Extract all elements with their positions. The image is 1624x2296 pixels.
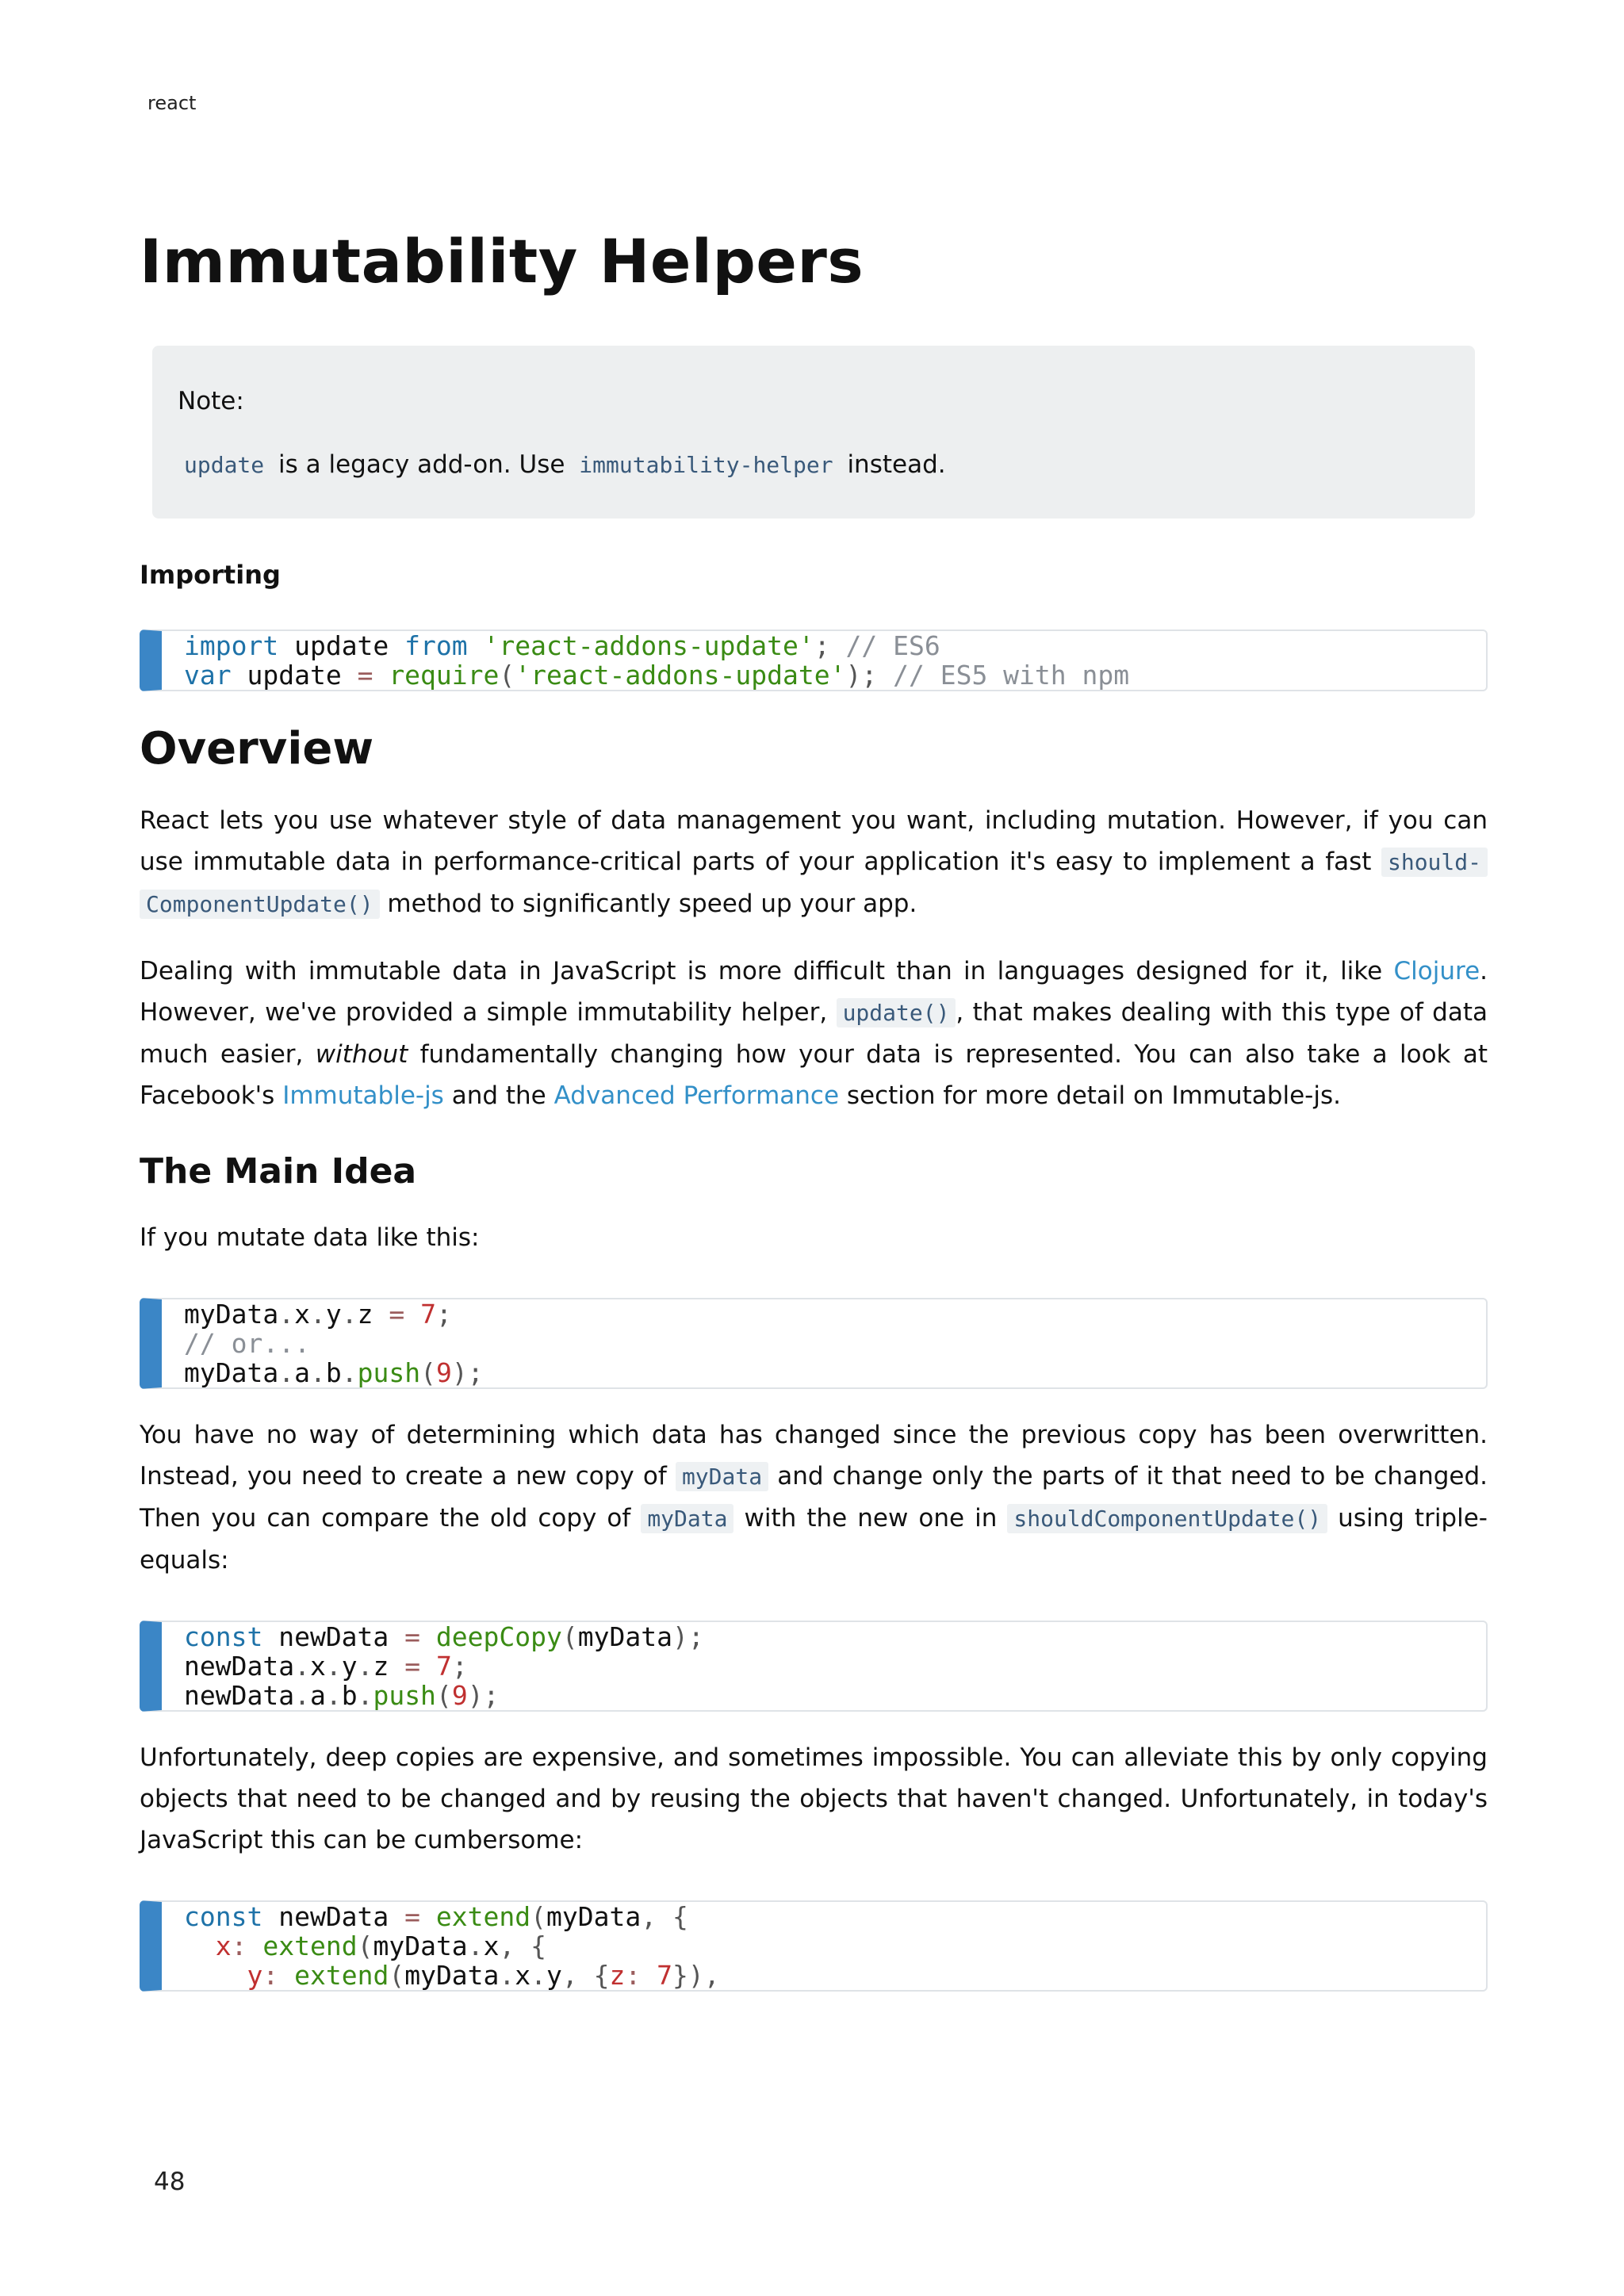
- code-token: require: [389, 659, 500, 691]
- code-token: ;: [435, 1298, 452, 1330]
- code-token: .: [499, 1959, 515, 1991]
- code-token: x: [309, 1650, 326, 1682]
- code-token: const: [184, 1621, 263, 1652]
- code-token: z: [357, 1298, 389, 1330]
- code-block-extend: [140, 1900, 1488, 1992]
- code-token: (: [435, 1679, 452, 1711]
- inline-code: immutability-helper: [579, 451, 833, 478]
- code-token: [184, 1960, 247, 1991]
- code-token: , {: [499, 1930, 547, 1961]
- code-token: b: [341, 1679, 358, 1711]
- code-token: x: [483, 1930, 500, 1961]
- advanced-performance-link[interactable]: Advanced Performance: [553, 1081, 840, 1110]
- code-comment: // ES6: [845, 629, 940, 661]
- code-token: from: [404, 629, 468, 661]
- code-token: x: [215, 1930, 232, 1961]
- code-token: .: [341, 1298, 358, 1330]
- code-token: );: [672, 1621, 704, 1652]
- text-segment: fundamentally changing how your data is represented. You can also take a look at Facebook's: [140, 1039, 1488, 1110]
- code-line: [184, 1329, 1486, 1358]
- code-token: [420, 1651, 436, 1682]
- code-token: 9: [435, 1357, 452, 1388]
- code-token: );: [467, 1679, 500, 1711]
- code-token: import: [184, 629, 279, 661]
- inline-code: update(): [837, 998, 956, 1027]
- overview-paragraph-1: [140, 800, 1488, 925]
- code-comment: // or...: [184, 1327, 310, 1359]
- code-token: 7: [420, 1298, 436, 1330]
- code-comment: // ES5 with npm: [893, 659, 1130, 691]
- code-token: [278, 1960, 294, 1991]
- text-segment: method to significantly speed up your app.: [379, 889, 917, 918]
- code-token: myData: [184, 1298, 279, 1330]
- code-line: [184, 1681, 1486, 1710]
- code-token: var: [184, 659, 232, 691]
- code-token: newData: [262, 1900, 405, 1932]
- main-idea-paragraph-3: Unfortunately, deep copies are expensive, and sometimes impossible. You can alleviate this by only copying objects that need to be changed and by reusing the objects that haven't changed. Unfortunately, in today's JavaScript this can be cumbersome:: [140, 1743, 1488, 1854]
- code-token: newData: [262, 1621, 405, 1652]
- code-token: push: [373, 1679, 436, 1711]
- code-token: extend: [294, 1959, 389, 1991]
- code-token: 'react-addons-update': [483, 629, 814, 661]
- code-token: , {: [641, 1900, 688, 1932]
- main-idea-paragraph-2: [140, 1414, 1488, 1581]
- note-label: Note:: [178, 386, 244, 415]
- code-line: [184, 660, 1486, 690]
- code-token: .: [278, 1298, 295, 1330]
- note-text: [178, 450, 1450, 479]
- code-token: }),: [672, 1959, 720, 1991]
- code-token: [420, 1901, 436, 1932]
- code-token: =: [357, 659, 373, 691]
- text-segment: . However, we've provided a simple immutability helper,: [140, 956, 1488, 1027]
- code-token: deepCopy: [435, 1621, 562, 1652]
- note-text-segment: is a legacy add-on. Use: [270, 450, 573, 479]
- inline-code: myData: [676, 1462, 768, 1491]
- page-title: Immutability Helpers: [140, 226, 864, 297]
- code-token: .: [309, 1357, 326, 1388]
- code-token: x: [515, 1959, 531, 1991]
- code-token: (: [357, 1930, 373, 1961]
- code-token: :: [262, 1959, 279, 1991]
- code-token: .: [325, 1650, 342, 1682]
- main-idea-heading: The Main Idea: [140, 1150, 417, 1192]
- code-block-mutate: [140, 1298, 1488, 1389]
- code-token: const: [184, 1900, 263, 1932]
- code-token: update: [278, 629, 405, 661]
- code-line: [184, 1902, 1486, 1931]
- text-segment: React lets you use whatever style of data management you want, including mutation. However, if you can use immutable data in performance-critical parts of your application it's easy to implement a fast: [140, 806, 1488, 876]
- code-token: :: [231, 1930, 247, 1961]
- page-number: 48: [154, 2168, 186, 2196]
- code-token: 7: [435, 1650, 452, 1682]
- emphasis: without: [315, 1039, 408, 1069]
- code-token: (: [389, 1959, 405, 1991]
- code-token: (: [530, 1900, 546, 1932]
- code-token: =: [404, 1900, 421, 1932]
- code-line: [184, 631, 1486, 660]
- code-token: [404, 1299, 420, 1330]
- code-token: .: [341, 1357, 358, 1388]
- code-token: (: [420, 1357, 436, 1388]
- text-segment: section for more detail on Immutable-js.: [839, 1081, 1341, 1110]
- code-token: [420, 1621, 436, 1652]
- code-token: .: [294, 1679, 310, 1711]
- code-token: a: [294, 1357, 310, 1388]
- code-token: , {: [561, 1959, 610, 1991]
- code-token: newData: [184, 1679, 295, 1711]
- code-line: [184, 1299, 1486, 1329]
- code-block-import: [140, 629, 1488, 691]
- code-token: 'react-addons-update': [515, 659, 846, 691]
- code-token: z: [373, 1650, 405, 1682]
- code-block-deepcopy: [140, 1621, 1488, 1712]
- text-segment: Dealing with immutable data in JavaScript is more difficult than in languages designed for it, like: [140, 956, 1394, 985]
- code-token: :: [625, 1959, 642, 1991]
- code-token: myData: [546, 1900, 642, 1932]
- inline-code: ComponentUpdate(): [140, 890, 380, 919]
- code-line: [184, 1961, 1486, 1990]
- code-token: .: [530, 1959, 547, 1991]
- code-token: .: [357, 1679, 373, 1711]
- code-token: .: [278, 1357, 295, 1388]
- text-segment: and the: [443, 1081, 554, 1110]
- note-text-segment: instead.: [839, 450, 946, 479]
- text-segment: using triple-equals:: [140, 1503, 1488, 1575]
- code-token: .: [294, 1650, 310, 1682]
- running-header: react: [147, 92, 197, 114]
- main-content: [140, 228, 1488, 1992]
- code-token: [468, 630, 484, 661]
- inline-code: myData: [641, 1504, 733, 1533]
- code-line: [184, 1622, 1486, 1651]
- code-line: [184, 1651, 1486, 1681]
- immutable-js-link[interactable]: Immutable-js: [282, 1081, 444, 1110]
- code-token: ;: [451, 1650, 468, 1682]
- code-token: myData: [184, 1357, 279, 1388]
- code-token: =: [404, 1650, 421, 1682]
- code-token: .: [309, 1298, 326, 1330]
- code-token: myData: [404, 1959, 500, 1991]
- code-token: .: [357, 1650, 373, 1682]
- text-segment: You have no way of determining which data has changed since the previous copy has been overwritten. Instead, you need to create a new copy of: [140, 1420, 1488, 1490]
- code-token: myData: [577, 1621, 672, 1652]
- inline-code: update: [184, 451, 265, 478]
- main-idea-paragraph-1: If you mutate data like this:: [140, 1223, 480, 1252]
- code-token: =: [404, 1621, 421, 1652]
- text-segment: with the new one in: [733, 1503, 1008, 1533]
- code-token: [247, 1931, 263, 1961]
- overview-heading: Overview: [140, 722, 374, 775]
- code-token: ;: [814, 629, 846, 661]
- code-token: extend: [262, 1930, 358, 1961]
- code-token: y: [341, 1650, 358, 1682]
- code-token: x: [294, 1298, 310, 1330]
- clojure-link[interactable]: Clojure: [1393, 956, 1480, 985]
- code-token: z: [609, 1959, 626, 1991]
- code-line: [184, 1358, 1486, 1387]
- code-token: .: [467, 1930, 484, 1961]
- code-token: );: [845, 659, 894, 691]
- code-token: y: [247, 1959, 263, 1991]
- code-token: push: [357, 1357, 421, 1388]
- code-token: [373, 660, 389, 691]
- note-box: [152, 346, 1475, 519]
- overview-paragraph-2: [140, 951, 1488, 1116]
- code-token: extend: [435, 1900, 531, 1932]
- code-token: 9: [451, 1679, 468, 1711]
- code-token: update: [231, 659, 358, 691]
- code-token: [184, 1931, 216, 1961]
- code-token: 7: [657, 1959, 673, 1991]
- code-token: myData: [373, 1930, 468, 1961]
- inline-code: should-: [1381, 848, 1488, 877]
- code-token: a: [309, 1679, 326, 1711]
- code-token: newData: [184, 1650, 295, 1682]
- code-token: (: [499, 659, 515, 691]
- code-token: (: [561, 1621, 578, 1652]
- importing-heading: Importing: [140, 559, 281, 590]
- code-token: );: [451, 1357, 484, 1388]
- text-segment: and change only the parts of it that need to be changed. Then you can compare the old copy of: [140, 1461, 1488, 1533]
- inline-code: shouldComponentUpdate(): [1007, 1504, 1327, 1533]
- text-segment: , that makes dealing with this type of data much easier,: [140, 997, 1488, 1069]
- code-token: y: [325, 1298, 342, 1330]
- code-token: .: [325, 1679, 342, 1711]
- code-line: [184, 1931, 1486, 1961]
- code-token: y: [546, 1959, 562, 1991]
- code-token: [641, 1960, 657, 1991]
- code-token: b: [325, 1357, 342, 1388]
- code-token: =: [389, 1298, 405, 1330]
